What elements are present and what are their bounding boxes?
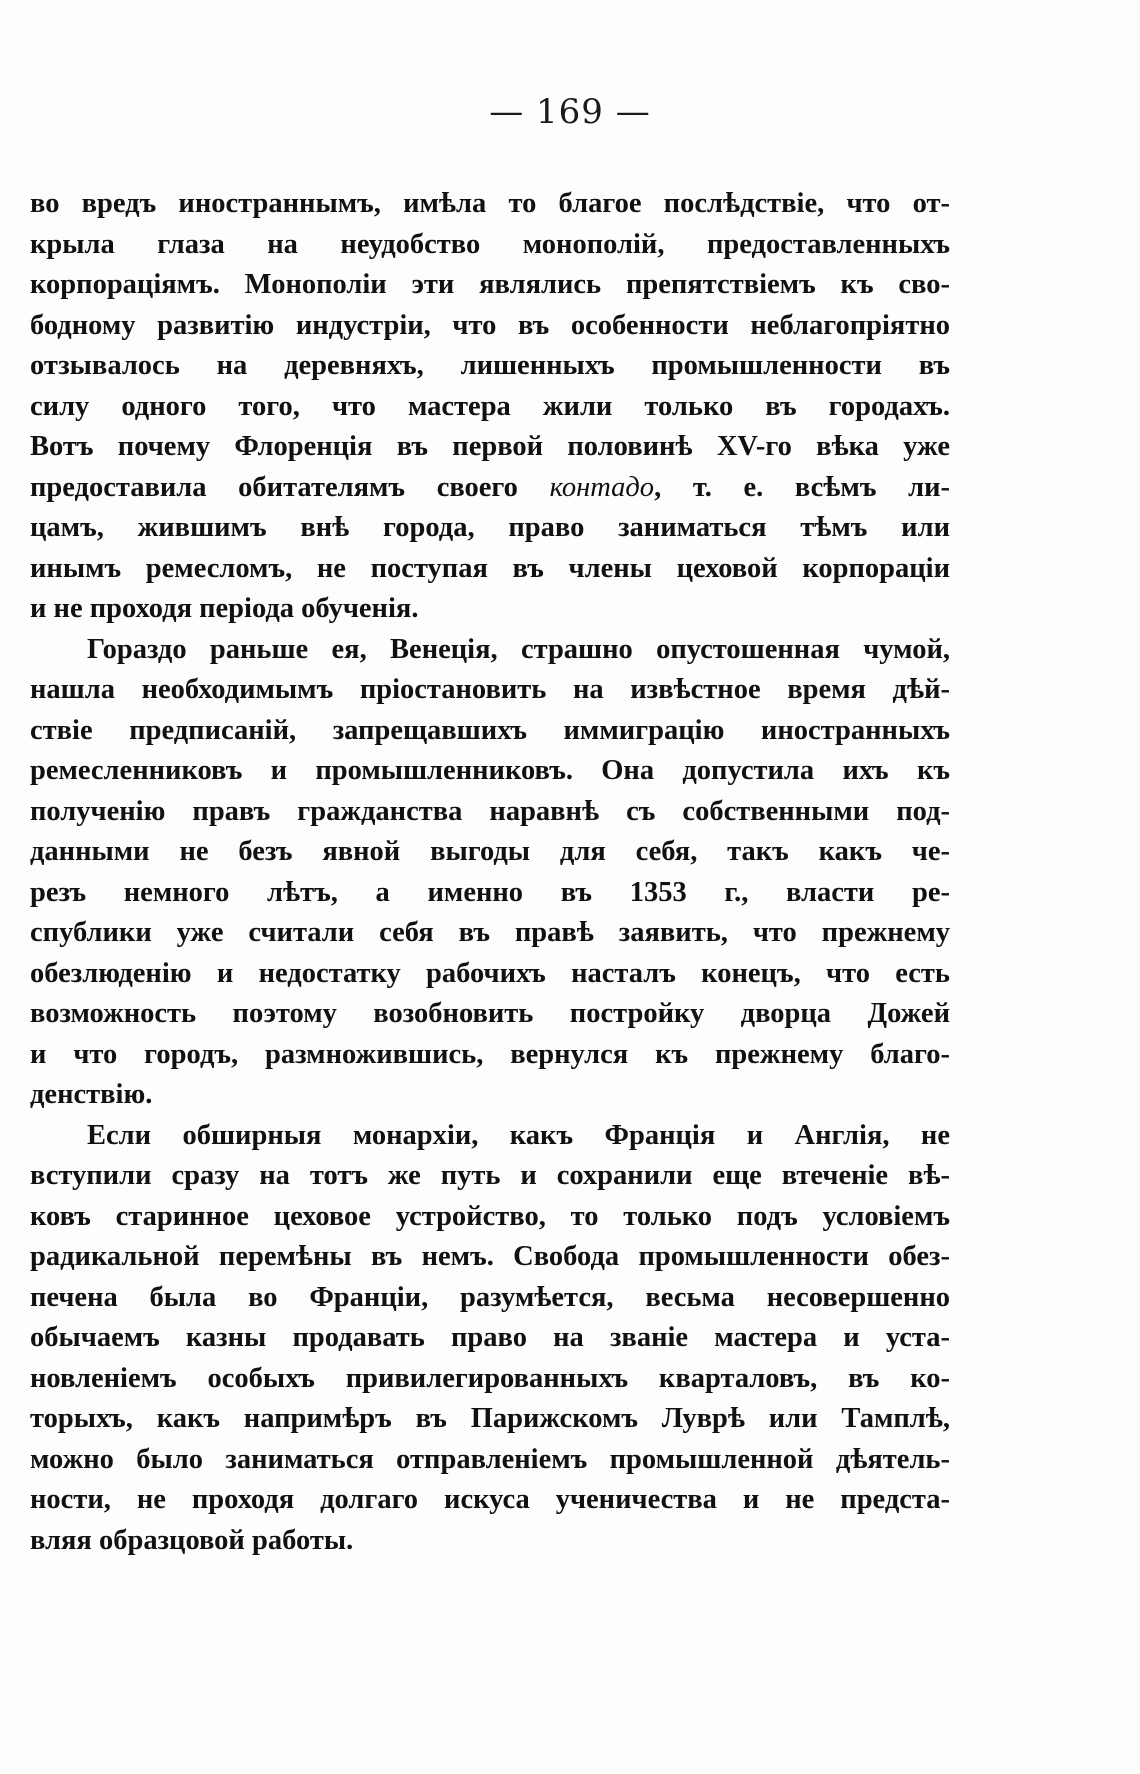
text-line: печена была во Франціи, разумѣется, весьма несовершенно [30,1281,950,1313]
text-line: обезлюденію и недостатку рабочихъ насталъ конецъ, что есть [30,957,950,989]
text-line: денствію. [30,1079,153,1110]
text-line: резъ немного лѣтъ, а именно въ 1353 г., власти ре- [30,876,950,908]
text-line: обычаемъ казны продавать право на званіе мастера и уста- [30,1322,950,1353]
text-line: новленіемъ особыхъ привилегированныхъ кварталовъ, въ ко- [30,1362,950,1394]
text-line: радикальной перемѣны въ немъ. Свобода промышленности обез- [30,1241,950,1272]
text-line: нашла необходимымъ пріостановить на извѣстное время дѣй- [30,674,950,705]
text-line: спублики уже считали себя въ правѣ заявить, что прежнему [30,917,950,948]
text-line: цамъ, жившимъ внѣ города, право заниматься тѣмъ или [30,512,950,543]
text-line: полученію правъ гражданства наравнѣ съ собственными под- [30,795,950,827]
text-line: Гораздо раньше ея, Венеція, страшно опустошенная чумой, [87,633,950,665]
italic-term: контадо [549,471,655,503]
body-text [30,184,950,1561]
text-line: крыла глаза на неудобство монополій, предоставленныхъ [30,228,950,260]
text-line: Если обширныя монархіи, какъ Франція и Англія, не [87,1119,950,1151]
text-line: можно было заниматься отправленіемъ промышленной дѣятель- [30,1443,950,1475]
text-line: вляя образцовой работы. [30,1524,354,1556]
text-line: и что городъ, размножившись, вернулся къ прежнему благо- [30,1038,950,1070]
text-segment: предоставила обитателямъ своего [30,471,518,503]
text-line: вступили сразу на тотъ же путь и сохранили еще втеченіе вѣ- [30,1160,950,1191]
text-line: корпораціямъ. Монополіи эти являлись препятствіемъ къ сво- [30,269,950,300]
text-line: ковъ старинное цеховое устройство, то только подъ условіемъ [30,1200,950,1232]
text-line: ствіе предписаній, запрещавшихъ иммиграцію иностранныхъ [30,714,950,746]
text-line: ремесленниковъ и промышленниковъ. Она допустила ихъ къ [30,755,950,786]
text-line: инымъ ремесломъ, не поступая въ члены цеховой корпораціи [30,552,950,584]
text-segment: т. е. всѣмъ ли- [692,471,950,503]
text-line-mixed: предоставила обитателямъ своего контадо, т. е. всѣмъ ли- [30,471,950,503]
page-number: — 169 — [489,92,651,132]
text-line: возможность поэтому возобновить постройку дворца Дожей [30,998,950,1029]
text-line: во вредъ иностраннымъ, имѣла то благое послѣдствіе, что от- [30,188,950,219]
text-line: силу одного того, что мастера жили только въ городахъ. [30,390,950,422]
text-line: ности, не проходя долгаго искуса ученичества и не предста- [30,1484,950,1515]
text-line: торыхъ, какъ напримѣръ въ Парижскомъ Луврѣ или Тамплѣ, [30,1403,950,1434]
text-line: отзывалось на деревняхъ, лишенныхъ промышленности въ [30,350,950,381]
text-line: Вотъ почему Флоренція въ первой половинѣ XV-го вѣка уже [30,431,950,462]
text-line: данными не безъ явной выгоды для себя, такъ какъ че- [30,836,950,867]
text-line: и не проходя періода обученія. [30,593,419,624]
text-line: бодному развитію индустріи, что въ особенности неблагопріятно [30,309,950,341]
